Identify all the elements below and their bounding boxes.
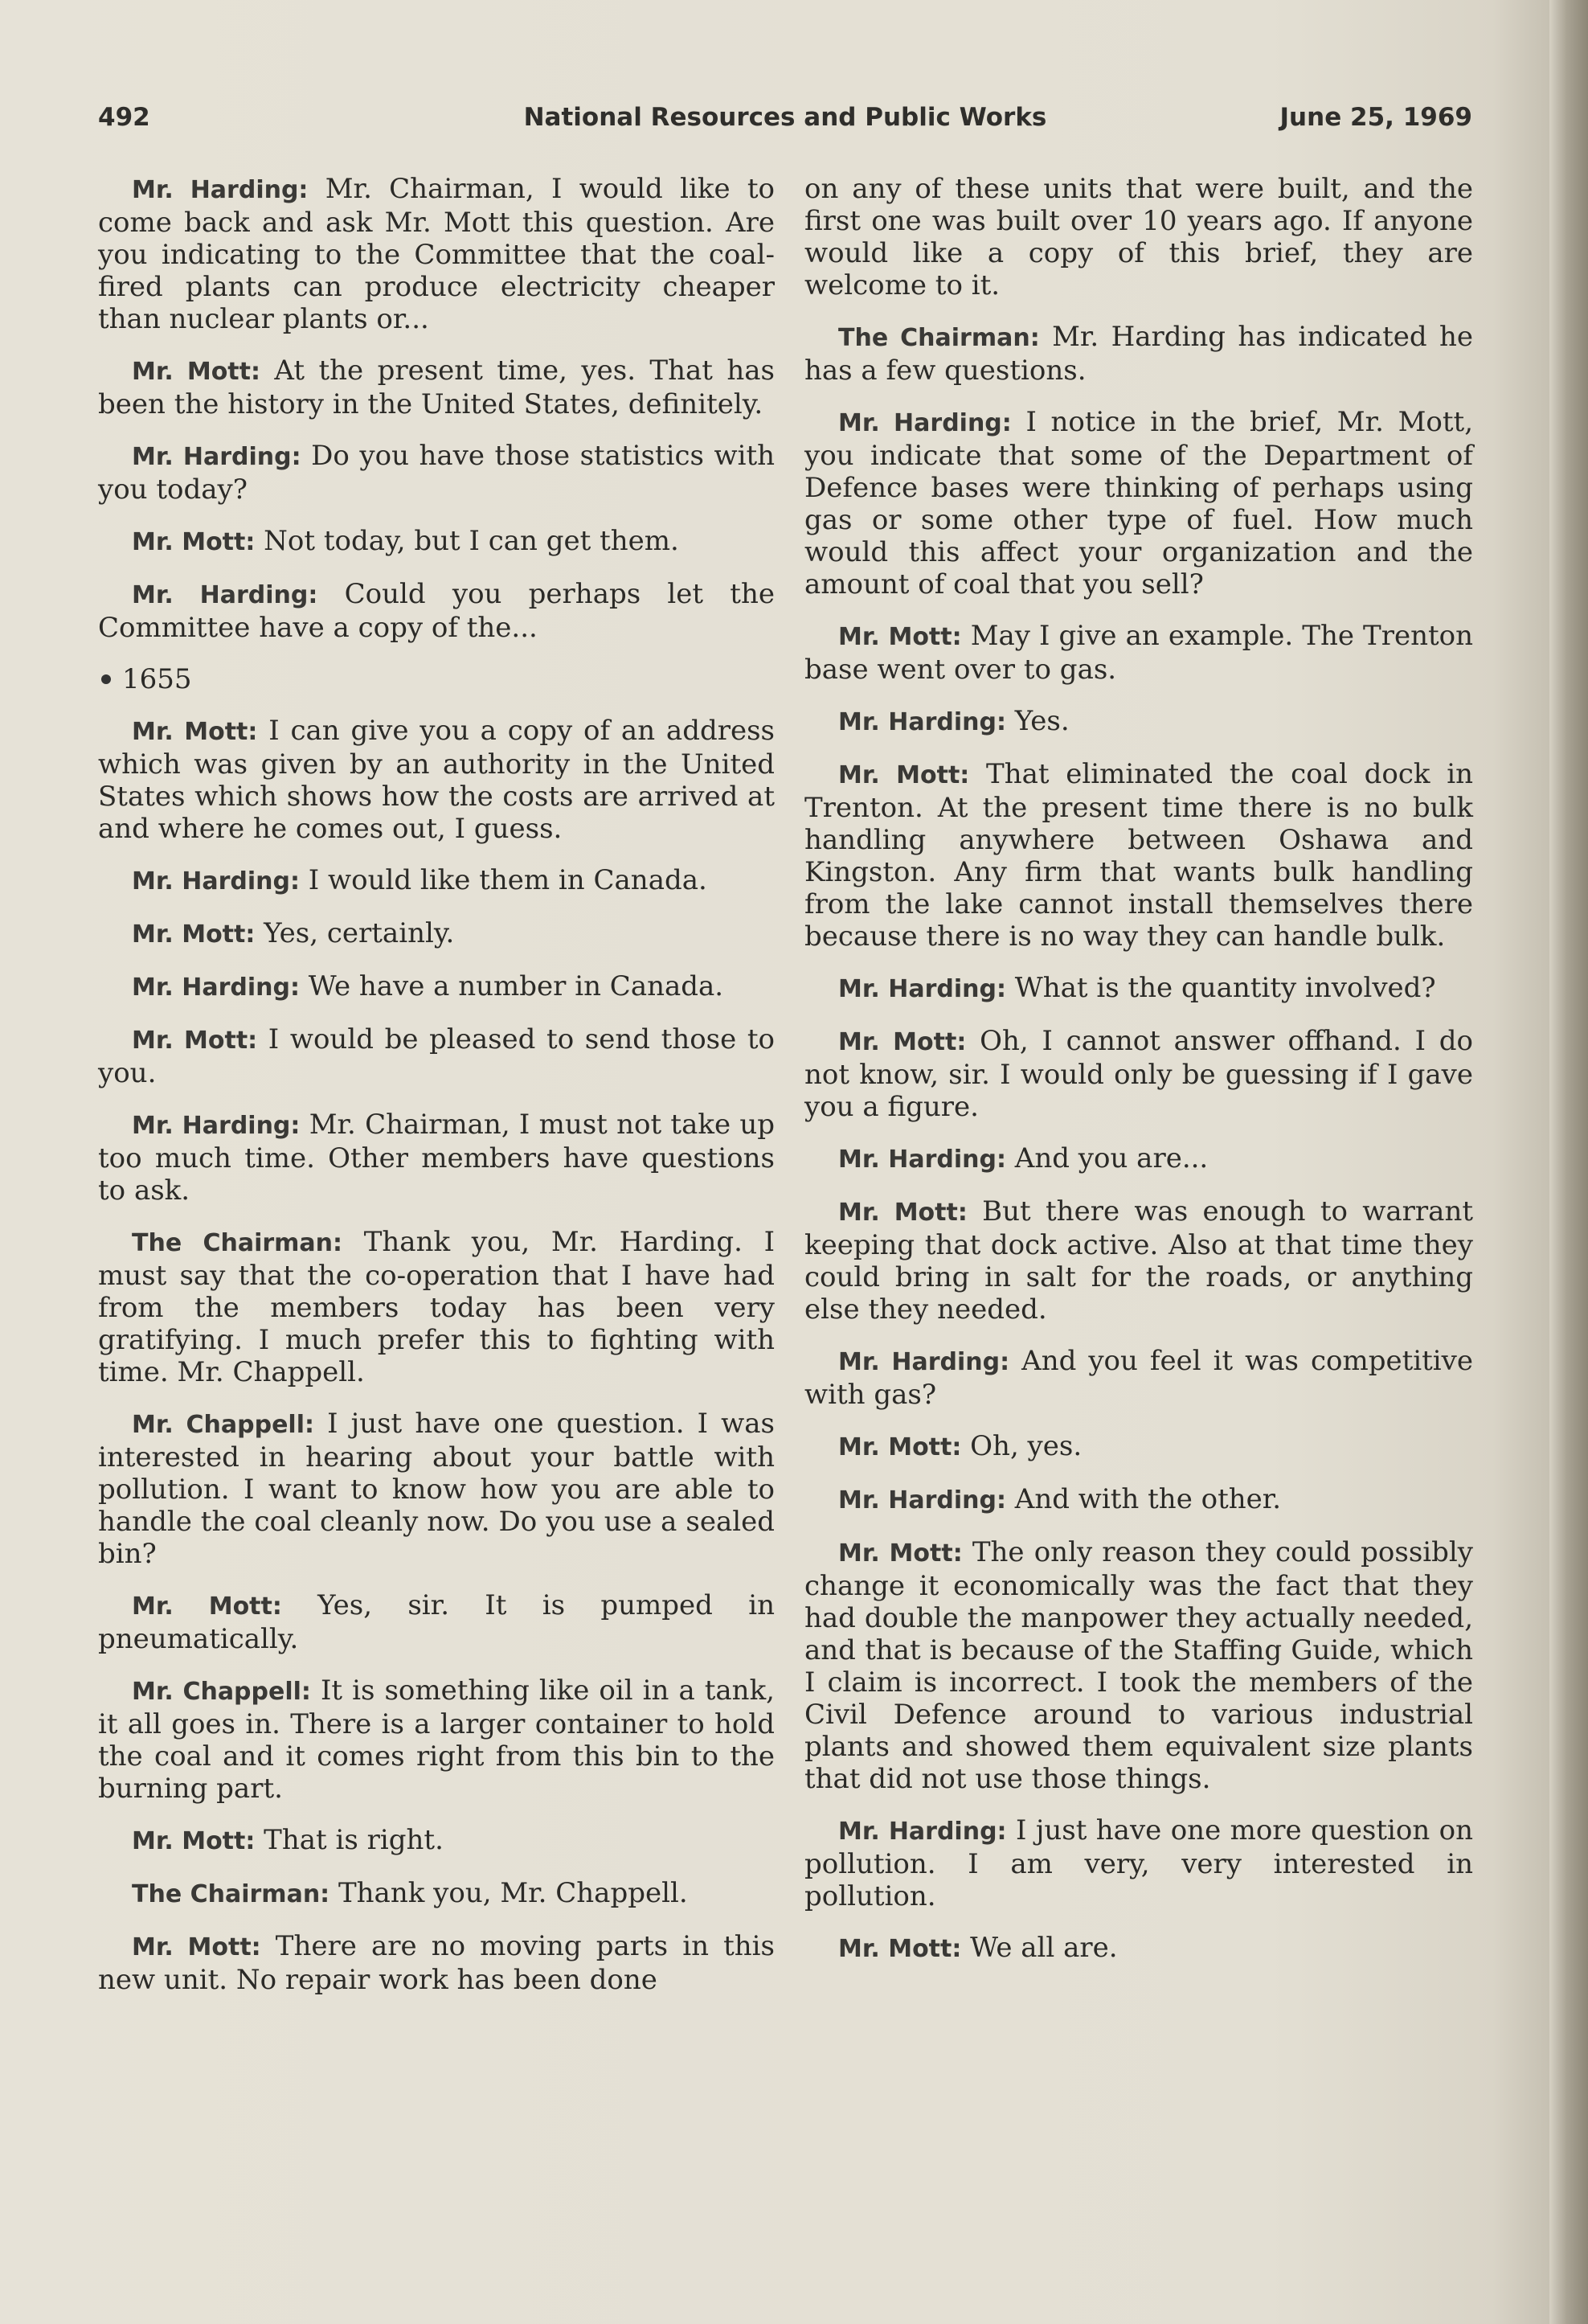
page-header [98, 103, 1472, 143]
speaker-name: Mr. Harding: [838, 975, 1006, 1003]
speech-text: Yes. [1014, 705, 1070, 737]
speech-text: That eliminated the coal dock in Trenton. At the present time there is no bulk handling anywhere between Oshawa and Kingston. Any firm that wants bulk handling from the lake cannot install themselves there because there is no way they can handle bulk. [804, 758, 1473, 953]
transcript-paragraph [804, 705, 1473, 739]
speech-text: Oh, I cannot answer offhand. I do not know, sir. I would only be guessing if I gave you a figure. [804, 1025, 1474, 1123]
transcript-paragraph [98, 970, 775, 1004]
speech-text: But there was enough to warrant keeping that dock active. Also at that time they could bring in salt for the roads, or anything else they needed. [804, 1195, 1474, 1326]
speaker-name: The Chairman: [132, 1229, 343, 1257]
transcript-paragraph [804, 972, 1473, 1006]
speech-text: That is right. [264, 1824, 444, 1856]
transcript-paragraph [804, 1536, 1473, 1795]
speech-text: Not today, but I can get them. [264, 525, 679, 557]
transcript-paragraph [98, 1023, 775, 1089]
speaker-name: Mr. Mott: [132, 1827, 256, 1855]
speaker-name: The Chairman: [838, 324, 1040, 352]
speech-text: What is the quantity involved? [1014, 972, 1436, 1004]
speech-text: I notice in the brief, Mr. Mott, you indicate that some of the Department of Defence bases were thinking of perhaps using gas or some other type of fuel. How much would this affect your organization and the amount of coal that you sell? [804, 406, 1473, 600]
speech-text: It is something like oil in a tank, it all goes in. There is a larger container to hold the coal and it comes right from this bin to the burning part. [98, 1674, 775, 1805]
transcript-paragraph [804, 321, 1473, 387]
speech-text: Thank you, Mr. Harding. I must say that the co-operation that I have had from the members today has been very gratifying. I much prefer this to fighting with time. Mr. Chappell. [98, 1226, 776, 1388]
transcript-paragraph [804, 1430, 1473, 1464]
speech-text: Could you perhaps let the Committee have a copy of the... [98, 578, 775, 644]
transcript-paragraph [804, 1345, 1473, 1411]
speech-text: Oh, yes. [970, 1430, 1083, 1462]
transcript-paragraph [98, 715, 775, 845]
speech-text: May I give an example. The Trenton base went over to gas. [804, 620, 1474, 686]
speaker-name: Mr. Harding: [132, 867, 300, 896]
speech-text: And with the other. [1014, 1483, 1282, 1515]
speaker-name: Mr. Mott: [838, 623, 962, 651]
transcript-paragraph [98, 578, 775, 644]
transcript-paragraph [804, 1142, 1473, 1176]
speech-text: Yes, sir. It is pumped in pneumatically. [98, 1589, 775, 1655]
page-number: 492 [98, 103, 150, 132]
speaker-name: Mr. Mott: [132, 528, 256, 556]
header-date: June 25, 1969 [1279, 103, 1472, 132]
transcript-paragraph [98, 1877, 775, 1911]
transcript-paragraph [98, 1589, 775, 1655]
speech-text: Thank you, Mr. Chappell. [338, 1877, 688, 1909]
transcript-paragraph [98, 355, 775, 420]
speech-text: Mr. Chairman, I would like to come back and ask Mr. Mott this question. Are you indicating to the Committee that the coal-fired plants can produce electricity cheaper than nuclear plants or... [98, 173, 775, 335]
transcript-paragraph [98, 1824, 775, 1858]
speaker-name: Mr. Harding: [132, 443, 301, 471]
transcript-paragraph [804, 620, 1473, 686]
speech-text: We have a number in Canada. [308, 970, 724, 1002]
speaker-name: Mr. Harding: [838, 1486, 1006, 1514]
speaker-name: The Chairman: [132, 1880, 330, 1908]
speaker-name: Mr. Harding: [838, 1348, 1010, 1376]
running-title: National Resources and Public Works [523, 103, 1047, 132]
speaker-name: Mr. Chappell: [132, 1678, 311, 1706]
time-marker-text: 1655 [122, 663, 192, 695]
transcript-paragraph [98, 1408, 775, 1570]
speech-text: Yes, certainly. [264, 917, 455, 949]
speaker-name: Mr. Mott: [132, 718, 258, 746]
speaker-name: Mr. Harding: [838, 409, 1012, 437]
transcript-paragraph [98, 440, 775, 506]
speech-text: I can give you a copy of an address which was given by an authority in the United States which shows how the costs are arrived at and where he comes out, I guess. [98, 715, 775, 845]
speaker-name: Mr. Harding: [838, 708, 1006, 736]
speaker-name: Mr. Harding: [132, 1112, 301, 1140]
transcript-paragraph [98, 917, 775, 951]
transcript-paragraph [98, 525, 775, 559]
speech-text: At the present time, yes. That has been the history in the United States, definitely. [98, 355, 775, 420]
transcript-paragraph [98, 1109, 775, 1207]
transcript-continuation [804, 173, 1473, 301]
left-column [98, 173, 775, 2015]
time-marker [98, 663, 775, 695]
speech-text: I just have one question. I was interested in hearing about your battle with pollution. I want to know how you are able to handle the coal cleanly now. Do you use a sealed bin? [98, 1408, 775, 1570]
transcript-paragraph [804, 406, 1473, 600]
transcript-paragraph [804, 1483, 1473, 1517]
transcript-paragraph [804, 1814, 1473, 1912]
transcript-paragraph [98, 1674, 775, 1805]
speaker-name: Mr. Harding: [838, 1146, 1006, 1174]
speech-text: I would like them in Canada. [308, 864, 707, 896]
page-binding-edge [1549, 0, 1588, 2324]
speaker-name: Mr. Chappell: [132, 1411, 314, 1439]
speech-text: Do you have those statistics with you today? [98, 440, 775, 506]
transcript-paragraph [804, 758, 1473, 953]
speech-text: I just have one more question on pollution. I am very, very interested in pollution. [804, 1814, 1474, 1912]
speaker-name: Mr. Mott: [132, 358, 260, 386]
speaker-name: Mr. Mott: [838, 761, 970, 789]
speech-text: The only reason they could possibly change it economically was the fact that they had double the manpower they actually needed, and that is because of the Staffing Guide, which I claim is incorrect. I took the members of the Civil Defence around to various industrial plants and showed them equivalent size plants that did not use those things. [804, 1536, 1473, 1795]
speech-text: on any of these units that were built, and the first one was built over 10 years ago. If anyone would like a copy of this brief, they are welcome to it. [804, 173, 1473, 301]
speech-text: I would be pleased to send those to you. [98, 1023, 775, 1089]
transcript-paragraph [804, 1195, 1473, 1326]
bullet-dot-icon [101, 674, 111, 684]
speaker-name: Mr. Harding: [838, 1818, 1007, 1846]
speaker-name: Mr. Harding: [132, 176, 309, 204]
transcript-paragraph [804, 1932, 1473, 1965]
transcript-paragraph [804, 1025, 1473, 1123]
speaker-name: Mr. Mott: [838, 1028, 967, 1056]
speaker-name: Mr. Mott: [132, 920, 256, 949]
speech-text: We all are. [970, 1932, 1118, 1964]
speaker-name: Mr. Harding: [132, 581, 318, 609]
speaker-name: Mr. Mott: [838, 1539, 963, 1568]
transcript-paragraph [98, 173, 775, 335]
speaker-name: Mr. Mott: [838, 1935, 962, 1963]
speech-text: And you are... [1014, 1142, 1209, 1174]
speech-text: Mr. Chairman, I must not take up too much time. Other members have questions to ask. [98, 1109, 775, 1207]
transcript-paragraph [98, 864, 775, 898]
speaker-name: Mr. Mott: [132, 1592, 282, 1621]
speech-text: Mr. Harding has indicated he has a few questions. [804, 321, 1474, 387]
speaker-name: Mr. Mott: [132, 1933, 261, 1961]
speaker-name: Mr. Mott: [838, 1199, 968, 1227]
right-column [804, 173, 1473, 1985]
transcript-paragraph [98, 1226, 775, 1388]
transcript-paragraph [98, 1930, 775, 1996]
speech-text: And you feel it was competitive with gas? [804, 1345, 1473, 1411]
speaker-name: Mr. Harding: [132, 973, 300, 1002]
speech-text: There are no moving parts in this new unit. No repair work has been done [98, 1930, 775, 1996]
speaker-name: Mr. Mott: [132, 1027, 258, 1055]
speaker-name: Mr. Mott: [838, 1433, 962, 1461]
